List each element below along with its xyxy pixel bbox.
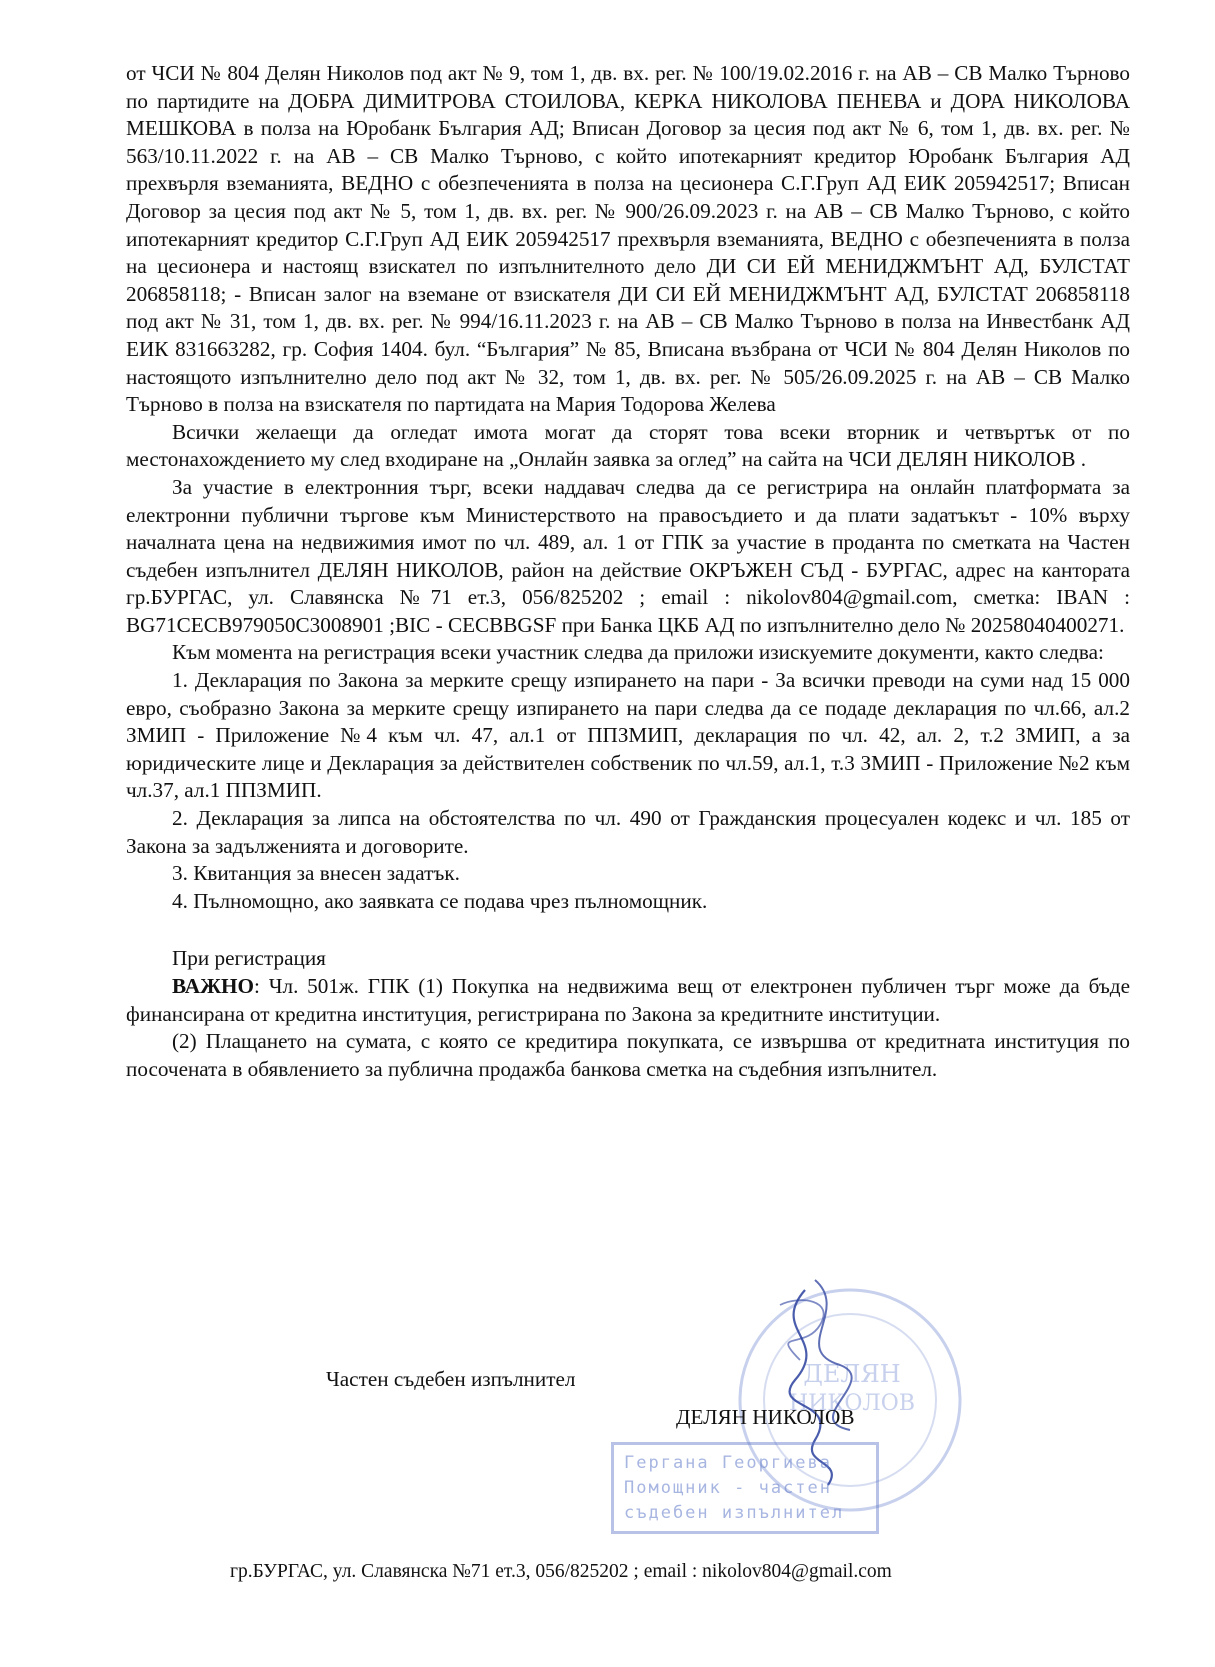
paragraph-viewing: Всички желаещи да огледат имота могат да сторят това всеки вторник и четвъртък от по местонахождението му след входиране на „Онлайн заявка за оглед” на сайта на ЧСИ ДЕЛЯН НИКОЛОВ . [126,419,1130,472]
list-item-receipt: 3. Квитанция за внесен задатък. [172,861,460,886]
paragraph-participation: За участие в електронния търг, всеки наддавач следва да се регистрира на онлайн платформата за електронни публични търгове към Министерството на правосъдието и да плати задатъкът - 10% върху началната цена на недвижимия имот по чл. 489, ал. 1 от ГПК за участие в проданта по сметката на Частен съдебен изпълнител ДЕЛЯН НИКОЛОВ, район на действие ОКРЪЖЕН СЪД - БУРГАС, адрес на канторатa гр.БУРГАС, ул. Славянска №71 ет.3, 056/825202 ; email : nikolov804@gmail.com, сметка: IBAN : BG71CECB979050C3008901 ;BIC - CECBBGSF при Банка ЦКБ АД по изпълнително дело № 20258040400271. [126,474,1130,637]
list-item-declaration-490: 2. Декларация за липса на обстоятелства по чл. 490 от Гражданския процесуален кодекс и чл. 185 от Закона за задълженията и договорите. [126,806,1130,858]
paragraph-payment: (2) Плащането на сумата, с която се кредитира покупката, се извършва от кредитната институция по посочената в обявлението за публична продажба банкова сметка на съдебния изпълнител. [126,1029,1130,1081]
paragraph-at-registration: При регистрация [172,946,326,971]
svg-text:ДЕЛЯН: ДЕЛЯН [803,1360,901,1388]
footer-address: гр.БУРГАС, ул. Славянска №71 ет.3, 056/825202 ; email : nikolov804@gmail.com [230,1561,892,1582]
svg-text:НИКОЛОВ: НИКОЛОВ [789,1391,915,1416]
stamp-line-name: Гергана Георгиева [624,1453,832,1473]
document-body [126,60,1130,1083]
stamp-line-office: съдебен изпълнител [624,1503,845,1523]
paragraph-documents-intro: Към момента на регистрация всеки участник следва да приложи изискуемите документи, както следва: [172,640,1104,665]
stamp-line-role: Помощник - частен [624,1478,832,1498]
list-item-declaration-aml: 1. Декларация по Закона за мерките срещу изпирането на пари - За всички преводи на суми над 15 000 евро, съобразно Закона за мерките срещу изпирането на пари следва да се подаде декларация по чл.66, ал.2 ЗМИП - Приложение №4 към чл. 47, ал.1 от ППЗМИП, декларация по чл. 42, ал. 2, т.2 ЗМИП, а за юридическите лице и Декларация за действителен собственик по чл.59, ал.1, т.3 ЗМИП - Приложение №2 към чл.37, ал.1 ППЗМИП. [126,668,1130,803]
assistant-stamp [611,1442,879,1534]
paragraph-encumbrances: от ЧСИ № 804 Делян Николов под акт № 9, том 1, дв. вх. рег. № 100/19.02.2016 г. на АВ – СВ Малко Търново по партидите на ДОБРА ДИМИТРОВА СТОИЛОВА, КЕРКА НИКОЛОВА ПЕНЕВА и ДОРА НИКОЛОВА МЕШКОВА в полза на Юробанк България АД; Вписан Договор за цесия под акт № 6, том 1, дв. вх. рег. № 563/10.11.2022 г. на АВ – СВ Малко Търново, с който ипотекарният кредитор Юробанк България АД прехвърля вземанията, ВЕДНО с обезпеченията в полза на цесионера С.Г.Груп АД ЕИК 205942517; Вписан Договор за цесия под акт № 5, том 1, дв. вх. рег. № 900/26.09.2023 г. на АВ – СВ Малко Търново, с който ипотекарният кредитор С.Г.Груп АД ЕИК 205942517 прехвърля вземанията, ВЕДНО с обезпеченията в полза на цесионера и настоящ взискател по изпълнителното дело ДИ СИ ЕЙ МЕНИДЖМЪНТ АД, БУЛСТАТ 206858118; - Вписан залог на вземане от взискателя ДИ СИ ЕЙ МЕНИДЖМЪНТ АД, БУЛСТАТ 206858118 под акт № 31, том 1, дв. вх. рег. № 994/16.11.2023 г. на АВ – СВ Малко Търново в полза на Инвестбанк АД ЕИК 831663282, гр. София 1404. бул. “България” № 85, Вписана възбрана от ЧСИ № 804 Делян Николов по настоящото изпълнително дело под акт № 32, том 1, дв. вх. рег. № 505/26.09.2025 г. на АВ – СВ Малко Търново в полза на взискателя по партидата на Мария Тодорова Желева [126,61,1130,417]
paragraph-important [126,973,1130,1028]
important-label: ВАЖНО [172,974,255,998]
list-item-power-of-attorney: 4. Пълномощно, ако заявката се подава чрез пълномощник. [172,888,708,913]
important-text: : Чл. 501ж. ГПК (1) Покупка на недвижима вещ от електронен публичен търг може да бъде финансирана от кредитна институция, регистрирана по Закона за кредитните институции. [126,974,1130,1026]
signer-title: Частен съдебен изпълнител [326,1367,576,1391]
signer-name: ДЕЛЯН НИКОЛОВ [676,1405,855,1429]
